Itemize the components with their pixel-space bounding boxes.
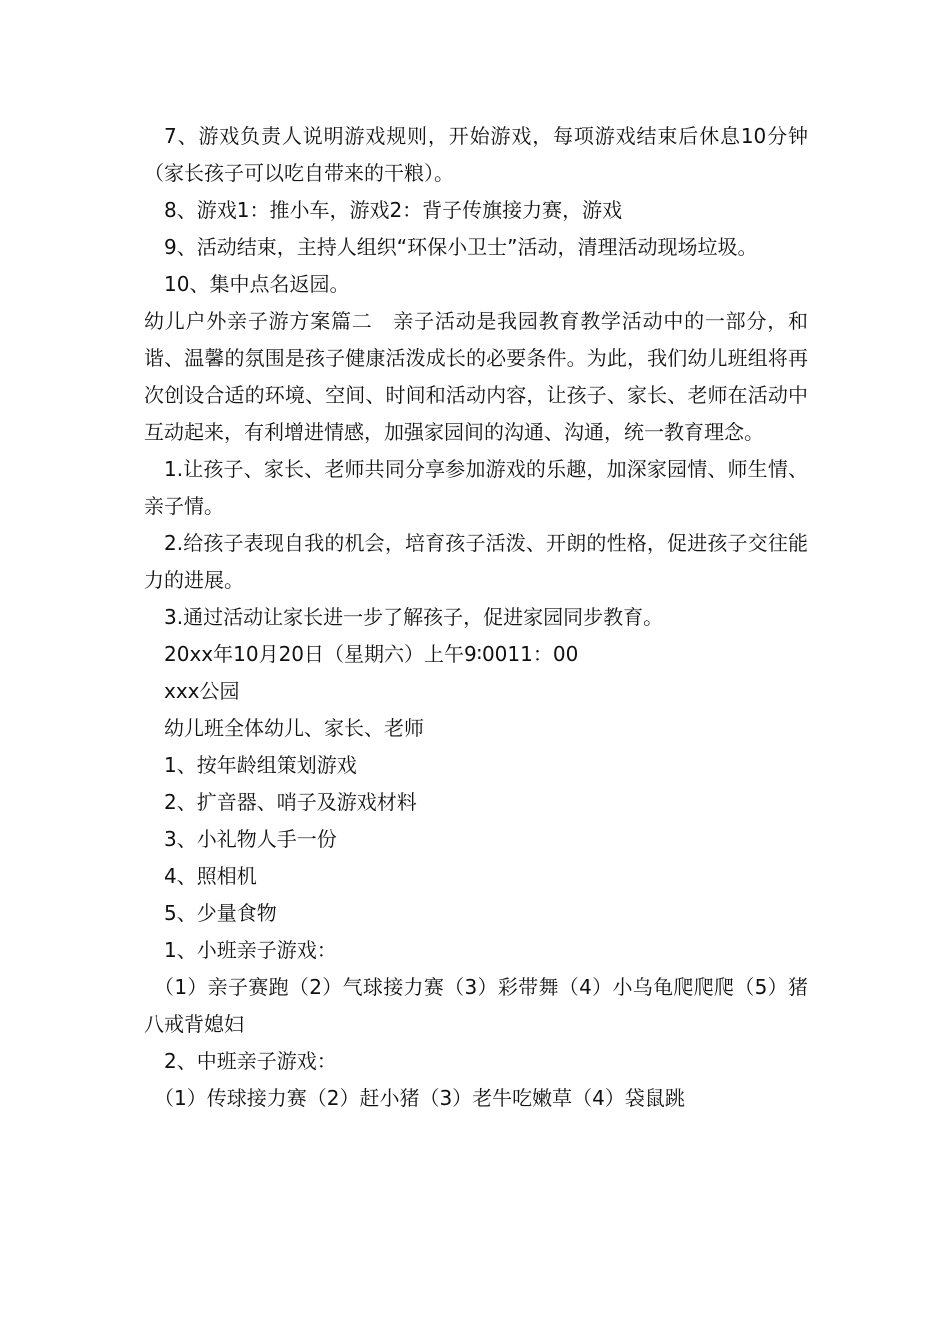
document-body [144,118,808,1117]
paragraph-small-class-heading: 1、小班亲子游戏： [164,938,337,962]
paragraph-step-10: 10、集中点名返园。 [164,272,350,296]
paragraph-step-8: 8、游戏1：推小车，游戏2：背子传旗接力赛，游戏 [164,198,623,222]
paragraph-date-time: 20xx年10月20日（星期六）上午9∶0011：00 [164,642,579,666]
paragraph-step-7: 7、游戏负责人说明游戏规则，开始游戏，每项游戏结束后休息10分钟（家长孩子可以吃自带来的干粮）。 [144,124,808,185]
paragraph-step-9: 9、活动结束，主持人组织“环保小卫士”活动，清理活动现场垃圾。 [164,235,758,259]
paragraph-prep-4: 4、照相机 [164,864,257,888]
paragraph-section-two-intro: 幼儿户外亲子游方案篇二 亲子活动是我园教育教学活动中的一部分，和谐、温馨的氛围是孩子健康活泼成长的必要条件。为此，我们幼儿班组将再次创设合适的环境、空间、时间和活动内容，让孩子、家长、老师在活动中互动起来，有利增进情感，加强家园间的沟通、沟通，统一教育理念。 [144,309,808,444]
paragraph-prep-3: 3、小礼物人手一份 [164,827,337,851]
paragraph-goal-1: 1.让孩子、家长、老师共同分享参加游戏的乐趣，加深家园情、师生情、亲子情。 [144,457,808,518]
paragraph-middle-class-heading: 2、中班亲子游戏： [164,1049,337,1073]
paragraph-location: xxx公园 [164,679,240,703]
paragraph-prep-1: 1、按年龄组策划游戏 [164,753,357,777]
paragraph-participants: 幼儿班全体幼儿、家长、老师 [164,716,424,740]
paragraph-goal-2: 2.给孩子表现自我的机会，培育孩子活泼、开朗的性格，促进孩子交往能力的进展。 [144,531,808,592]
paragraph-middle-class-games: （1）传球接力赛（2）赶小猪（3）老牛吃嫩草（4）袋鼠跳 [154,1086,685,1110]
paragraph-goal-3: 3.通过活动让家长进一步了解孩子，促进家园同步教育。 [164,605,664,629]
paragraph-prep-5: 5、少量食物 [164,901,277,925]
paragraph-small-class-games: （1）亲子赛跑（2）气球接力赛（3）彩带舞（4）小乌龟爬爬爬（5）猪八戒背媳妇 [144,975,808,1036]
paragraph-prep-2: 2、扩音器、哨子及游戏材料 [164,790,417,814]
